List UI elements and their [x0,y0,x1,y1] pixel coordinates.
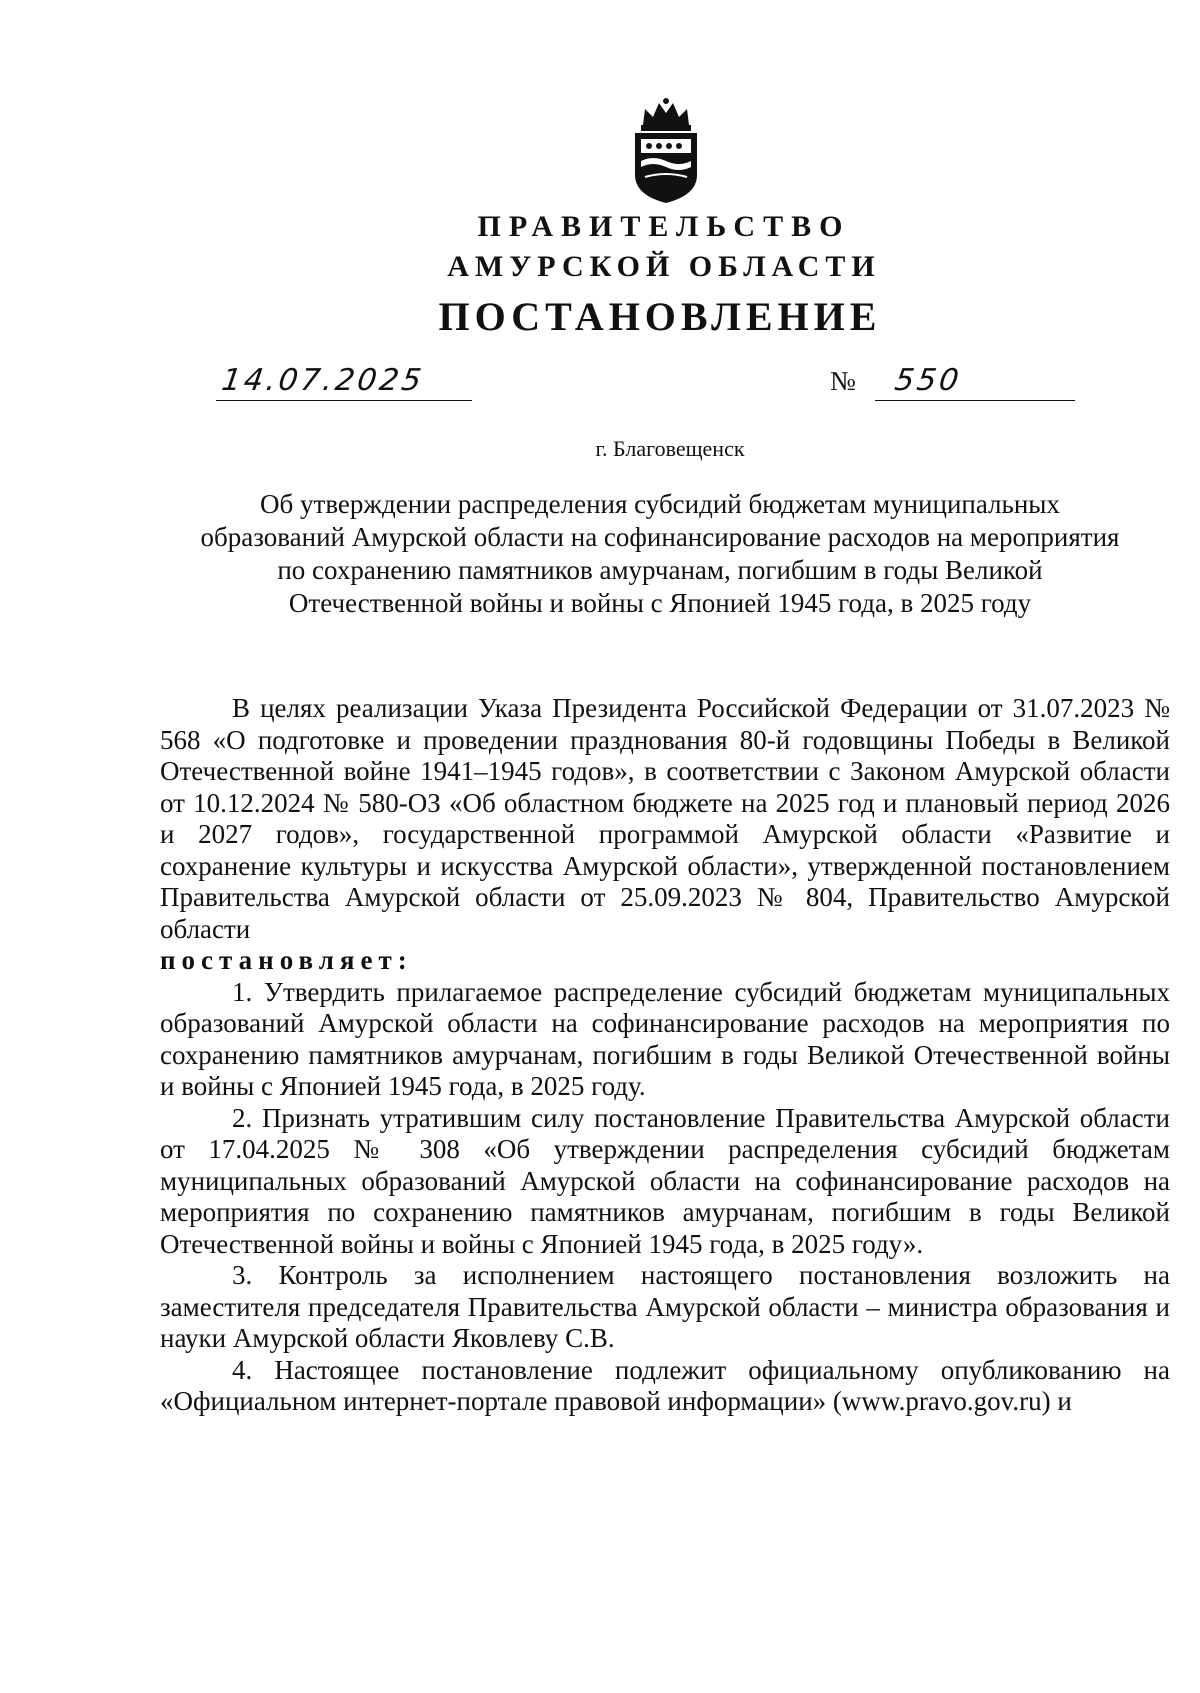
coat-of-arms-icon [623,95,709,205]
document-body [160,693,1170,1418]
paragraph-4: 4. Настоящее постановление подлежит официальному опубликованию на «Официальном интернет-портале правовой информации» (www.pravo.gov.ru) и [160,1354,1170,1416]
city: г. Благовещенск [595,436,745,461]
number-label: № [830,366,856,396]
document-type: ПОСТАНОВЛЕНИЕ [438,294,882,339]
handwritten-date: 14.07.2025 [219,363,427,398]
paragraph-3: 3. Контроль за исполнением настоящего постановления возложить на заместителя председателя Правительства Амурской области – министра образования и науки Амурской области Яковлеву С.В. [160,1260,1170,1353]
preamble: В целях реализации Указа Президента Российской Федерации от 31.07.2023 № 568 «О подготовке и проведении празднования 80-й годовщины Победы в Великой Отечественной войне 1941–1945 годов», в соответствии с Законом Амурской области от 10.12.2024 № 580-ОЗ «Об областном бюджете на 2025 год и плановый период 2026 и 2027 годов», государственной программой Амурской области «Развитие и сохранение культуры и искусства Амурской области», утвержденной постановлением Правительства Амурской области от 25.09.2023 № 804, Правительство Амурской области [160,693,1170,944]
handwritten-number: 550 [892,363,964,398]
paragraph-2: 2. Признать утратившим силу постановление Правительства Амурской области от 17.04.2025 № 308 «Об утверждении распределения субсидий бюджетам муниципальных образований Амурской области на софинансирование расходов на мероприятия по сохранению памятников амурчанам, погибшим в годы Великой Отечественной войны и войны с Японией 1945 года, в 2025 году». [160,1102,1170,1259]
number-field [875,362,1075,401]
decree-keyword: постановляет: [160,945,413,975]
paragraph-1: 1. Утвердить прилагаемое распределение субсидий бюджетам муниципальных образований Амурской области на софинансирование расходов на мероприятия по сохранению памятников амурчанам, погибшим в годы Великой Отечественной войны и войны с Японией 1945 года, в 2025 году. [160,976,1170,1101]
government-name-line2: АМУРСКОЙ ОБЛАСТИ [447,250,881,283]
date-field [216,362,472,401]
document-title: Об утверждении распределения субсидий бюджетам муниципальных образований Амурской области на софинансирование расходов на мероприятия по сохранению памятников амурчанам, погибшим в годы Великой Отечественной войны и войны с Японией 1945 года, в 2025 году [200,489,1120,618]
government-name-line1: ПРАВИТЕЛЬСТВО [477,210,851,243]
